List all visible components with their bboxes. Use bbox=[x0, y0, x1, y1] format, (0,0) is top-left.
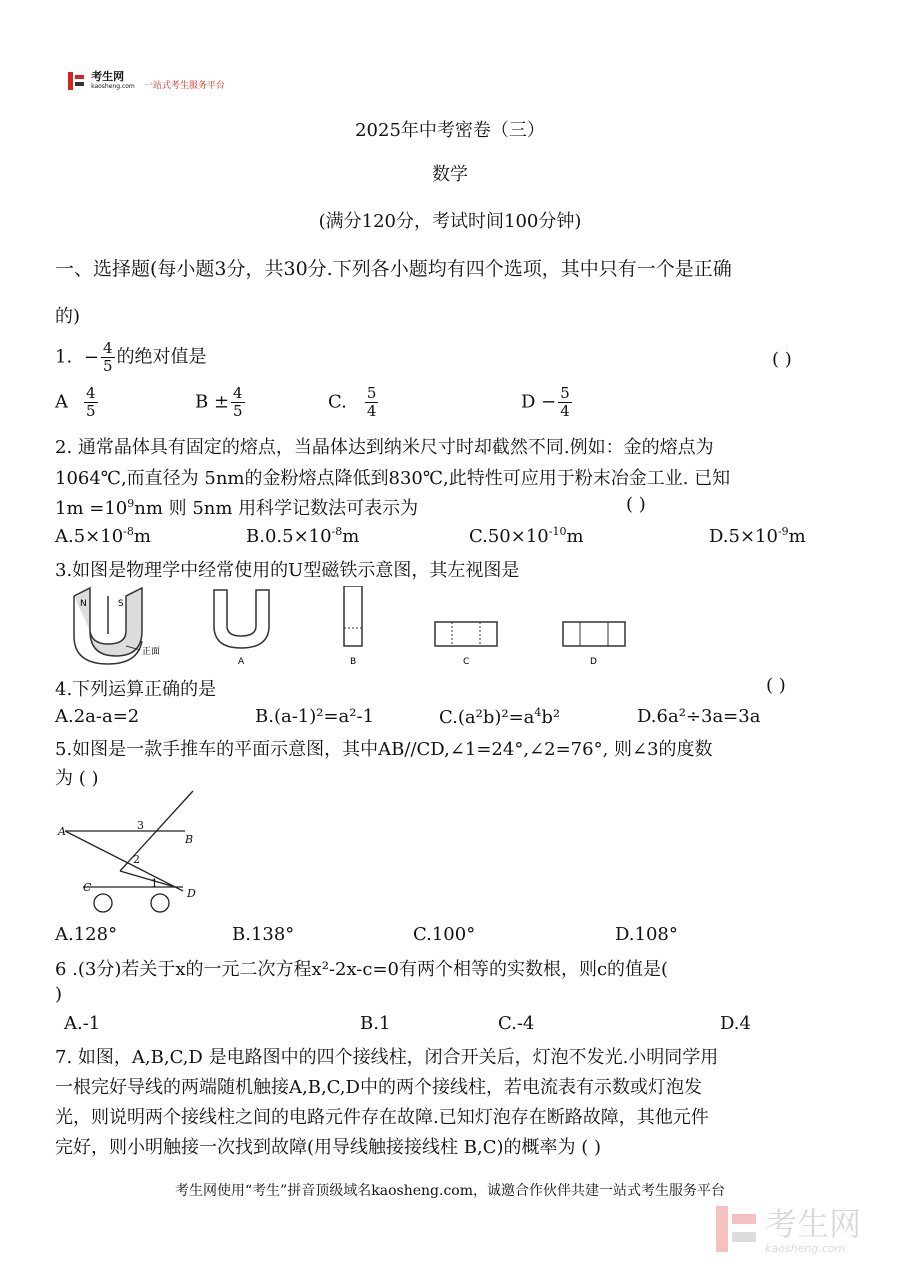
angle-1: 1 bbox=[151, 877, 158, 890]
point-a: A bbox=[58, 825, 66, 838]
section-heading-cont: 的) bbox=[55, 306, 81, 327]
front-label: 正面 bbox=[142, 647, 161, 657]
magnet-s-label: S bbox=[118, 599, 124, 609]
q5-option-d: D.108° bbox=[615, 924, 678, 945]
q5-option-b: B.138° bbox=[232, 924, 295, 945]
question-1: 1. − $\frac{4}{5}$ 的绝对值是 bbox=[55, 339, 207, 375]
q6-option-a: A.-1 bbox=[64, 1013, 101, 1034]
question-4: 4.下列运算正确的是 bbox=[55, 679, 217, 700]
q6-option-d: D.4 bbox=[720, 1013, 751, 1034]
point-c: C bbox=[83, 881, 92, 894]
question-5-line2: 为 ( ) bbox=[55, 768, 99, 789]
logo-domain: kaosheng.com bbox=[91, 83, 135, 90]
watermark-domain: kaosheng.com bbox=[765, 1242, 846, 1255]
cart-figure bbox=[55, 787, 205, 915]
header-logo bbox=[68, 72, 225, 92]
footer-text: 考生网使用“考生”拼音顶级域名kaosheng.com，诚邀合作伙伴共建一站式考生服务平台 bbox=[174, 1183, 726, 1199]
fraction: $\frac{4}{5}$ bbox=[103, 339, 113, 375]
q5-option-c: C.100° bbox=[413, 924, 476, 945]
svg-text:B: B bbox=[350, 657, 357, 666]
question-7-line4: 完好，则小明触接一次找到故障(用导线触接接线柱 B,C)的概率为 ( ) bbox=[55, 1137, 601, 1158]
question-5-line1: 5.如图是一款手推车的平面示意图，其中AB//CD,∠1=24°,∠2=76°, 则∠3的度数 bbox=[55, 739, 713, 760]
q4-option-b: B.(a-1)²=a²-1 bbox=[255, 706, 375, 727]
q2-option-d: $D.5\times 10^{-9}m$ bbox=[709, 525, 806, 547]
svg-text:C: C bbox=[463, 657, 470, 666]
q4-option-a: A.2a-a=2 bbox=[55, 706, 140, 727]
question-7-line1: 7. 如图，A,B,C,D 是电路图中的四个接线柱，闭合开关后，灯泡不发光.小明同学用 bbox=[55, 1047, 719, 1068]
question-2-line3: $1m =10^9nm$ 则 5nm 用科学记数法可表示为 bbox=[55, 497, 419, 519]
watermark-text: 考生网 bbox=[765, 1205, 862, 1243]
svg-text:A: A bbox=[238, 657, 245, 666]
question-7-line2: 一根完好导线的两端随机触接A,B,C,D中的两个接线柱，若电流表有示数或灯泡发 bbox=[55, 1077, 702, 1098]
angle-2: 2 bbox=[133, 853, 140, 866]
answer-paren: ( ) bbox=[626, 494, 646, 515]
logo-text: 考生网 bbox=[91, 70, 125, 83]
q1-option-d: D − $\frac{5}{4}$ bbox=[521, 384, 570, 420]
question-2-line2: 1064℃,而直径为 5nm的金粉熔点降低到830℃,此特性可应用于粉末冶金工业. 已知 bbox=[55, 468, 731, 489]
q1-option-c: C. $\frac{5}{4}$ bbox=[328, 384, 377, 420]
q1-option-b: B ± $\frac{4}{5}$ bbox=[195, 384, 243, 420]
question-6-line2: ) bbox=[55, 984, 63, 1005]
svg-text:D: D bbox=[590, 657, 597, 666]
q4-option-c: $C.(a^2b)^2=a^4b^2$ bbox=[439, 706, 561, 728]
answer-paren: ( ) bbox=[766, 675, 786, 696]
question-7-line3: 光，则说明两个接线柱之间的电路元件存在故障.已知灯泡存在断路故障，其他元件 bbox=[55, 1107, 709, 1128]
magnet-n-label: N bbox=[80, 599, 87, 609]
logo-icon bbox=[68, 72, 84, 90]
point-d: D bbox=[187, 887, 196, 900]
q6-option-b: B.1 bbox=[360, 1013, 391, 1034]
watermark-logo bbox=[716, 1206, 861, 1256]
question-6-line1: 6 .(3分)若关于x的一元二次方程x²-2x-c=0有两个相等的实数根，则c的值是( bbox=[55, 959, 669, 980]
q5-option-a: A.128° bbox=[55, 924, 118, 945]
page-title: 2025年中考密卷（三） bbox=[355, 120, 545, 141]
q2-option-c: $C.50\times 10^{-10}m$ bbox=[469, 525, 584, 547]
angle-3: 3 bbox=[137, 819, 144, 832]
question-2-line1: 2. 通常晶体具有固定的熔点，当晶体达到纳米尺寸时却截然不同.例如：金的熔点为 bbox=[55, 437, 714, 458]
exam-info: (满分120分，考试时间100分钟) bbox=[318, 211, 582, 232]
watermark-icon bbox=[716, 1206, 756, 1256]
point-b: B bbox=[185, 833, 194, 846]
q4-option-d: D.6a²÷3a=3a bbox=[637, 706, 761, 727]
subject: 数学 bbox=[432, 164, 468, 185]
section-heading: 一、选择题(每小题3分，共30分.下列各小题均有四个选项，其中只有一个是正确 bbox=[55, 258, 732, 280]
question-3: 3.如图是物理学中经常使用的U型磁铁示意图，其左视图是 bbox=[55, 560, 520, 581]
q2-option-b: $B.0.5\times 10^{-8}m$ bbox=[246, 525, 360, 547]
q2-option-a: $A.5\times 10^{-8}m$ bbox=[55, 525, 151, 547]
q6-option-c: C.-4 bbox=[498, 1013, 535, 1034]
logo-slogan: 一站式考生服务平台 bbox=[143, 81, 225, 91]
magnet-figure bbox=[68, 586, 668, 666]
answer-paren: ( ) bbox=[772, 349, 792, 370]
q1-option-a: A $\frac{4}{5}$ bbox=[55, 384, 96, 420]
